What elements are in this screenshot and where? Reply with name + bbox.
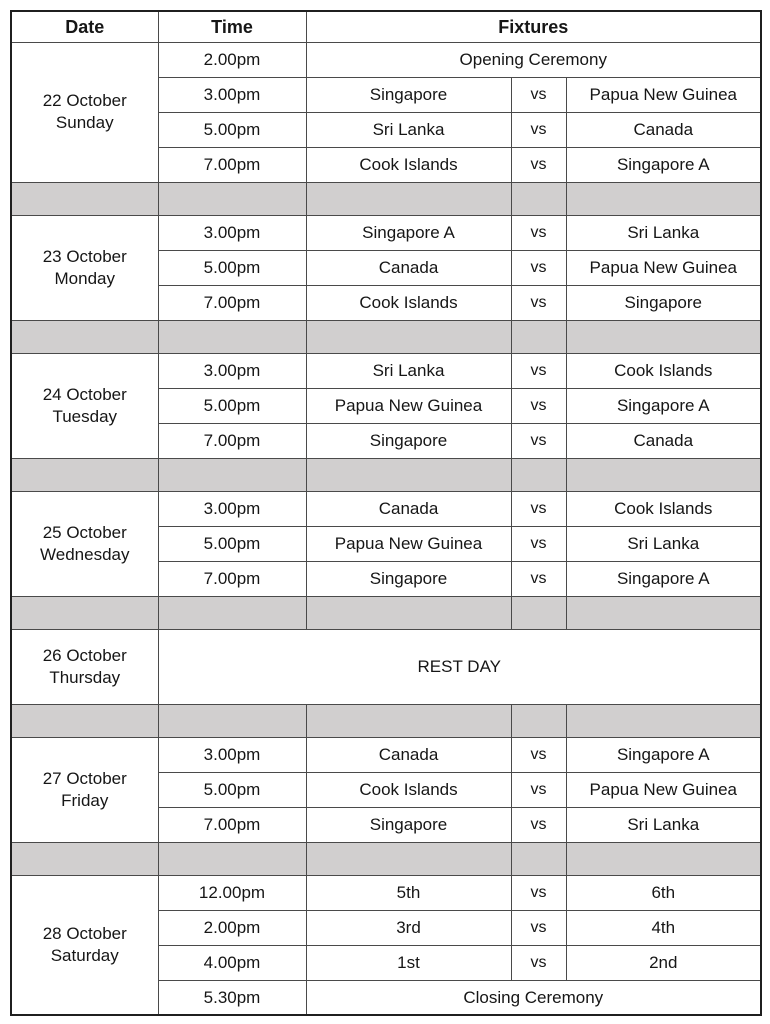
date-line-2: Monday (54, 268, 115, 288)
time-cell: 3.00pm (158, 215, 306, 250)
date-cell (11, 737, 158, 842)
away-team-cell: Cook Islands (566, 353, 761, 388)
time-cell: 2.00pm (158, 910, 306, 945)
time-cell: 5.00pm (158, 250, 306, 285)
home-team-cell: Canada (306, 250, 511, 285)
vs-cell: vs (511, 112, 566, 147)
away-team-cell: Papua New Guinea (566, 772, 761, 807)
rest-day-cell: REST DAY (158, 629, 761, 704)
away-team-cell: Singapore A (566, 561, 761, 596)
vs-cell: vs (511, 388, 566, 423)
separator-cell-date (11, 704, 158, 737)
separator-cell-vs (511, 458, 566, 491)
time-cell: 5.30pm (158, 980, 306, 1015)
separator-row (11, 458, 761, 491)
date-line-2: Friday (61, 790, 109, 810)
separator-cell-home (306, 182, 511, 215)
vs-cell: vs (511, 423, 566, 458)
vs-cell: vs (511, 910, 566, 945)
separator-cell-away (566, 182, 761, 215)
separator-cell-time (158, 704, 306, 737)
separator-cell-away (566, 704, 761, 737)
separator-cell-time (158, 320, 306, 353)
separator-cell-time (158, 182, 306, 215)
date-line-1: 23 October (42, 246, 127, 266)
separator-cell-date (11, 842, 158, 875)
separator-cell-vs (511, 596, 566, 629)
date-line-1: 25 October (42, 522, 127, 542)
separator-cell-vs (511, 182, 566, 215)
away-team-cell: Singapore (566, 285, 761, 320)
time-cell: 12.00pm (158, 875, 306, 910)
separator-cell-date (11, 458, 158, 491)
time-cell: 7.00pm (158, 147, 306, 182)
time-cell: 5.00pm (158, 772, 306, 807)
away-team-cell: Cook Islands (566, 491, 761, 526)
vs-cell: vs (511, 875, 566, 910)
fixtures-column-header: Fixtures (306, 11, 761, 42)
away-team-cell: Singapore A (566, 388, 761, 423)
time-cell: 2.00pm (158, 42, 306, 77)
vs-cell: vs (511, 147, 566, 182)
date-line-1: 24 October (42, 384, 127, 404)
separator-cell-vs (511, 320, 566, 353)
date-line-2: Saturday (50, 945, 119, 965)
away-team-cell: 4th (566, 910, 761, 945)
date-cell (11, 42, 158, 182)
home-team-cell: Cook Islands (306, 285, 511, 320)
date-cell (11, 629, 158, 704)
date-cell (11, 875, 158, 1015)
away-team-cell: Singapore A (566, 147, 761, 182)
time-cell: 5.00pm (158, 526, 306, 561)
date-line-2: Thursday (49, 667, 121, 687)
fixtures-table (10, 10, 762, 1016)
time-cell: 7.00pm (158, 807, 306, 842)
time-cell: 7.00pm (158, 285, 306, 320)
separator-row (11, 182, 761, 215)
header-row (11, 11, 761, 42)
home-team-cell: Canada (306, 737, 511, 772)
separator-cell-home (306, 704, 511, 737)
vs-cell: vs (511, 772, 566, 807)
date-cell (11, 491, 158, 596)
vs-cell: vs (511, 526, 566, 561)
event-cell: Closing Ceremony (306, 980, 761, 1015)
vs-cell: vs (511, 807, 566, 842)
away-team-cell: Canada (566, 112, 761, 147)
separator-cell-home (306, 458, 511, 491)
date-line-1: 28 October (42, 923, 127, 943)
separator-row (11, 704, 761, 737)
time-cell: 3.00pm (158, 353, 306, 388)
fixture-row (11, 353, 761, 388)
separator-cell-away (566, 596, 761, 629)
separator-cell-home (306, 596, 511, 629)
vs-cell: vs (511, 285, 566, 320)
home-team-cell: Singapore (306, 77, 511, 112)
time-column-header: Time (158, 11, 306, 42)
separator-cell-date (11, 596, 158, 629)
date-line-2: Tuesday (52, 406, 118, 426)
vs-cell: vs (511, 215, 566, 250)
fixture-row (11, 737, 761, 772)
away-team-cell: Papua New Guinea (566, 77, 761, 112)
fixture-row (11, 215, 761, 250)
date-line-2: Wednesday (40, 544, 130, 564)
date-line-1: 22 October (42, 91, 127, 110)
vs-cell: vs (511, 561, 566, 596)
away-team-cell: Papua New Guinea (566, 250, 761, 285)
home-team-cell: Cook Islands (306, 147, 511, 182)
fixture-row (11, 875, 761, 910)
home-team-cell: Papua New Guinea (306, 388, 511, 423)
vs-cell: vs (511, 737, 566, 772)
separator-row (11, 842, 761, 875)
vs-cell: vs (511, 491, 566, 526)
away-team-cell: Sri Lanka (566, 526, 761, 561)
date-line-1: 26 October (42, 645, 127, 665)
event-cell: Opening Ceremony (306, 42, 761, 77)
time-cell: 7.00pm (158, 561, 306, 596)
separator-cell-home (306, 320, 511, 353)
separator-cell-vs (511, 704, 566, 737)
away-team-cell: 6th (566, 875, 761, 910)
separator-cell-date (11, 182, 158, 215)
separator-cell-home (306, 842, 511, 875)
separator-cell-away (566, 458, 761, 491)
home-team-cell: Canada (306, 491, 511, 526)
separator-cell-time (158, 458, 306, 491)
home-team-cell: 3rd (306, 910, 511, 945)
time-cell: 7.00pm (158, 423, 306, 458)
home-team-cell: 1st (306, 945, 511, 980)
time-cell: 5.00pm (158, 388, 306, 423)
date-cell (11, 215, 158, 320)
separator-cell-vs (511, 842, 566, 875)
date-column-header: Date (11, 11, 158, 42)
separator-row (11, 596, 761, 629)
separator-cell-time (158, 842, 306, 875)
away-team-cell: Singapore A (566, 737, 761, 772)
fixture-row (11, 42, 761, 77)
vs-cell: vs (511, 353, 566, 388)
away-team-cell: 2nd (566, 945, 761, 980)
vs-cell: vs (511, 250, 566, 285)
separator-cell-away (566, 842, 761, 875)
date-line-1: 27 October (42, 768, 127, 788)
separator-row (11, 320, 761, 353)
away-team-cell: Canada (566, 423, 761, 458)
home-team-cell: 5th (306, 875, 511, 910)
home-team-cell: Singapore (306, 561, 511, 596)
time-cell: 3.00pm (158, 77, 306, 112)
home-team-cell: Cook Islands (306, 772, 511, 807)
vs-cell: vs (511, 77, 566, 112)
vs-cell: vs (511, 945, 566, 980)
time-cell: 5.00pm (158, 112, 306, 147)
home-team-cell: Sri Lanka (306, 112, 511, 147)
time-cell: 4.00pm (158, 945, 306, 980)
time-cell: 3.00pm (158, 491, 306, 526)
fixture-row (11, 491, 761, 526)
home-team-cell: Singapore A (306, 215, 511, 250)
home-team-cell: Singapore (306, 423, 511, 458)
away-team-cell: Sri Lanka (566, 807, 761, 842)
separator-cell-date (11, 320, 158, 353)
separator-cell-away (566, 320, 761, 353)
separator-cell-time (158, 596, 306, 629)
time-cell: 3.00pm (158, 737, 306, 772)
date-line-2: Sunday (55, 113, 114, 132)
home-team-cell: Papua New Guinea (306, 526, 511, 561)
rest-day-row (11, 629, 761, 704)
home-team-cell: Sri Lanka (306, 353, 511, 388)
home-team-cell: Singapore (306, 807, 511, 842)
date-cell (11, 353, 158, 458)
away-team-cell: Sri Lanka (566, 215, 761, 250)
